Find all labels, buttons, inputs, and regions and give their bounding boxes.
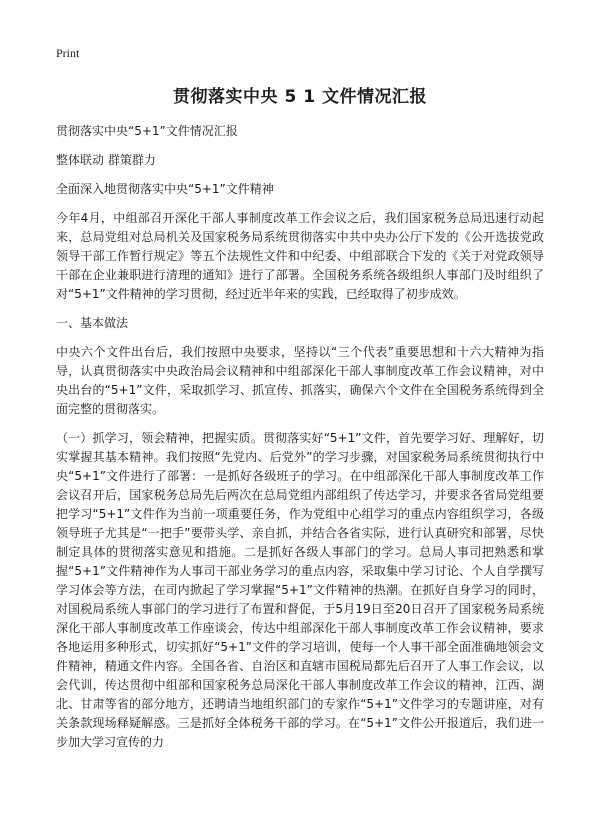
section-heading: 一、基本做法 [56, 316, 129, 330]
section-paragraph: 中央六个文件出台后，我们按照中央要求，坚持以“三个代表”重要思想和十六大精神为指导，认真贯彻落实中央政治局会议精神和中组部深化干部人事制度改革工作会议精神，对中央出台的“5+1”文件，采取抓学习、抓宣传、抓落实，确保六个文件在全国税务系统得到全面完整的贯彻落实。 [56, 345, 544, 416]
report-subtitle: 贯彻落实中央“5+1”文件情况汇报 [56, 124, 238, 138]
article-body [56, 122, 544, 762]
detail-paragraph: （一）抓学习，领会精神，把握实质。贯彻落实好“5+1”文件，首先要学习好、理解好，切实掌握其基本精神。我们按照“先党内、后党外”的学习步骤，对国家税务局系统贯彻执行中央“5+1”文件进行了部署：一是抓好各级班子的学习。在中组部深化干部人事制度改革工作会议召开后，国家税务总局先后两次在总局党组内部组织了传达学习，并要求各省局党组要把学习“5+1”文件作为当前一项重要任务，作为党组中心组学习的重点内容组织学习，各级领导班子尤其是“一把手”要带头学、亲自抓，并结合各省实际，进行认真研究和部署，尽快制定具体的贯彻落实意见和措施。二是抓好各级人事部门的学习。总局人事司把熟悉和掌握“5+1”文件精神作为人事司干部业务学习的重点内容，采取集中学习讨论、个人自学撰写学习体会等方法，在司内掀起了学习掌握“5+1”文件精神的热潮。在抓好自身学习的同时，对国税局系统人事部门的学习进行了布置和督促，于5月19日至20日召开了国家税务局系统深化干部人事制度改革工作座谈会，传达中组部深化干部人事制度改革工作会议精神，要求各地运用多种形式，切实抓好“5+1”文件的学习培训，使每一个人事干部全面准确地领会文件精神，精通文件内容。全国各省、自治区和直辖市国税局都先后召开了人事工作会议，以会代训，传达贯彻中组部和国家税务总局深化干部人事制度改革工作会议的精神，江西、湖北、甘肃等省的部分地方，还聘请当地组织部门的专家作“5+1”文件学习的专题讲座，对有关条款现场释疑解惑。三是抓好全体税务干部的学习。在“5+1”文件公开报道后，我们进一步加大学习宣传的力 [56, 431, 544, 749]
report-theme: 全面深入地贯彻落实中央“5+1”文件精神 [56, 182, 274, 196]
page-title: 贯彻落实中央 5 1 文件情况汇报 [173, 87, 427, 107]
print-link[interactable]: Print [56, 46, 80, 60]
intro-paragraph: 今年4月，中组部召开深化干部人事制度改革工作会议之后，我们国家税务总局迅速行动起来，总局党组对总局机关及国家税务局系统贯彻落实中共中央办公厅下发的《公开选拔党政领导干部工作暂行规定》等五个法规性文件和中纪委、中组部联合下发的《关于对党政领导干部在企业兼职进行清理的通知》进行了部署。全国税务系统各级组织人事部门及时组织了对“5+1”文件精神的学习贯彻，经过近半年来的实践，已经取得了初步成效。 [56, 211, 544, 301]
report-slogan: 整体联动 群策群力 [56, 153, 156, 167]
